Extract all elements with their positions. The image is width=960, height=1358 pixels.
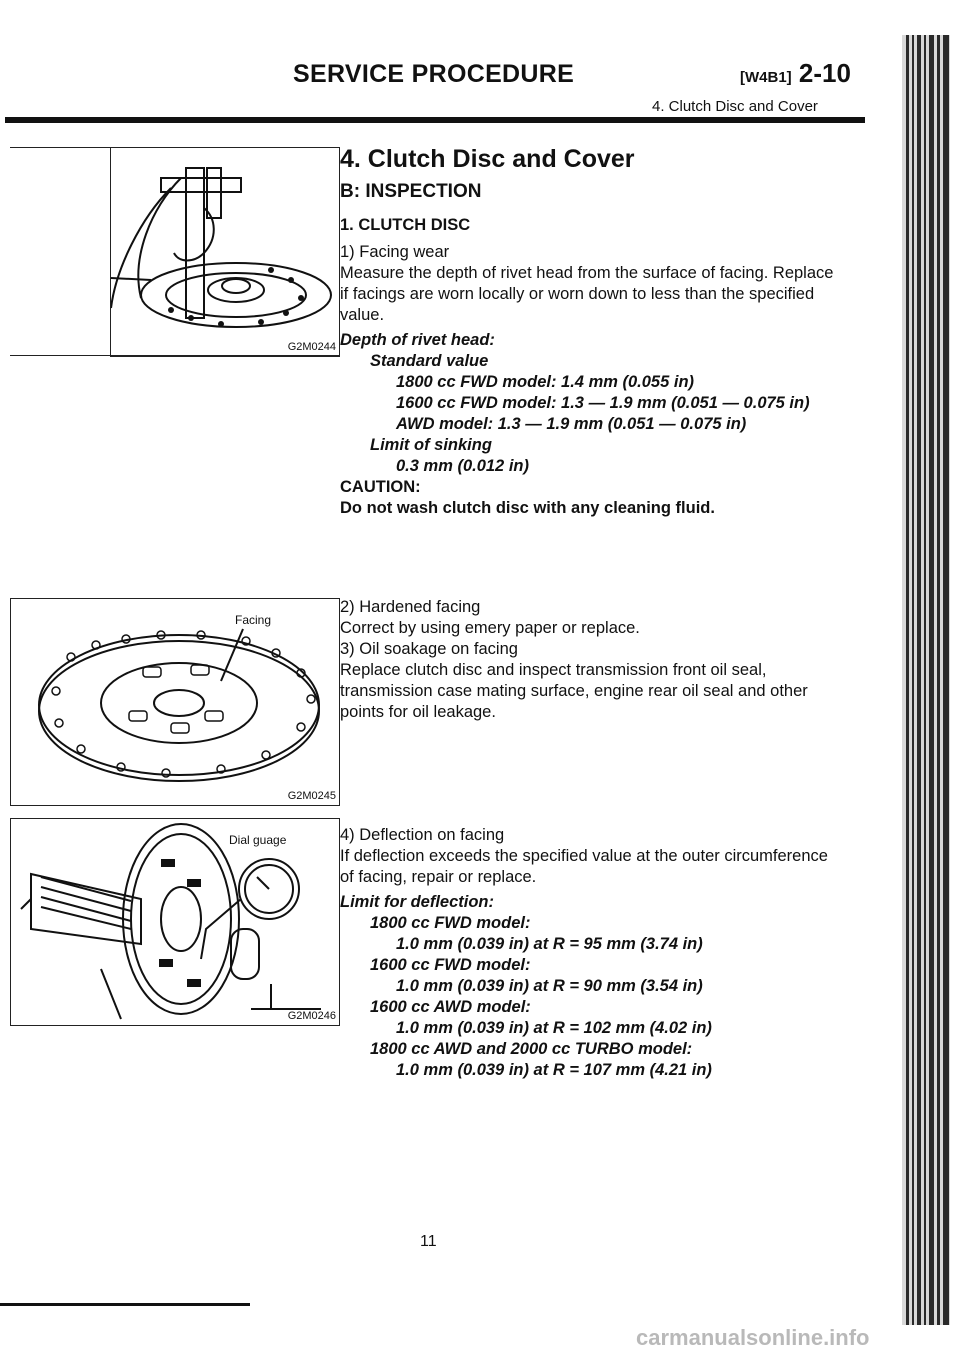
clutch-disc-illustration bbox=[11, 599, 339, 805]
caution-title: CAUTION: bbox=[340, 478, 421, 496]
deflection-title: 4) Deflection on facing bbox=[340, 826, 505, 844]
header-rule bbox=[5, 117, 865, 123]
deflection-model: 1600 cc AWD model: bbox=[370, 998, 531, 1016]
deflection-value: 1.0 mm (0.039 in) at R = 107 mm (4.21 in) bbox=[396, 1061, 712, 1079]
figure-facing bbox=[10, 598, 340, 806]
scan-edge-artifact bbox=[902, 35, 950, 1325]
limit-sinking-value: 0.3 mm (0.012 in) bbox=[396, 457, 529, 475]
deflection-model: 1800 cc AWD and 2000 cc TURBO model: bbox=[370, 1040, 693, 1058]
facing-label: Facing bbox=[235, 613, 272, 627]
figure-caliper bbox=[110, 147, 340, 357]
footer-line bbox=[0, 1303, 250, 1306]
hardened-body: Correct by using emery paper or replace. bbox=[340, 619, 640, 637]
standard-value-1800fwd: 1800 cc FWD model: 1.4 mm (0.055 in) bbox=[396, 373, 695, 391]
deflection-block bbox=[340, 825, 845, 1081]
dial-gauge-label: Dial guage bbox=[229, 833, 287, 847]
standard-value-label: Standard value bbox=[370, 352, 489, 370]
caution-text: Do not wash clutch disc with any cleaning fluid. bbox=[340, 499, 715, 517]
page-reference bbox=[740, 58, 851, 89]
clutch-disc-heading: 1. CLUTCH DISC bbox=[340, 216, 471, 234]
limit-sinking-label: Limit of sinking bbox=[370, 436, 492, 454]
page-header-title: SERVICE PROCEDURE bbox=[293, 60, 575, 88]
oil-title: 3) Oil soakage on facing bbox=[340, 640, 518, 658]
deflection-value: 1.0 mm (0.039 in) at R = 90 mm (3.54 in) bbox=[396, 977, 703, 995]
hardened-title: 2) Hardened facing bbox=[340, 598, 481, 616]
facing-wear-title: 1) Facing wear bbox=[340, 243, 450, 261]
page-header-subtitle: 4. Clutch Disc and Cover bbox=[652, 98, 818, 115]
figure-caption: G2M0245 bbox=[287, 790, 336, 802]
deflection-model: 1600 cc FWD model: bbox=[370, 956, 531, 974]
oil-body: Replace clutch disc and inspect transmission front oil seal, transmission case mating surface, engine rear oil seal and other points for oil leakage. bbox=[340, 661, 808, 721]
section-title: 4. Clutch Disc and Cover bbox=[340, 145, 635, 173]
deflection-value: 1.0 mm (0.039 in) at R = 102 mm (4.02 in) bbox=[396, 1019, 712, 1037]
dial-gauge-illustration bbox=[11, 819, 339, 1025]
deflection-body: If deflection exceeds the specified value at the outer circumference of facing, repair or replace. bbox=[340, 847, 828, 886]
page-ref-number: 2-10 bbox=[798, 58, 851, 88]
standard-value-awd: AWD model: 1.3 — 1.9 mm (0.051 — 0.075 in) bbox=[396, 415, 747, 433]
standard-value-1600fwd: 1600 cc FWD model: 1.3 — 1.9 mm (0.051 — 0.075 in) bbox=[396, 394, 810, 412]
hardened-oil-block bbox=[340, 597, 845, 723]
deflection-model: 1800 cc FWD model: bbox=[370, 914, 531, 932]
figure-2-bottom-line bbox=[10, 805, 340, 806]
figure-3-bottom-line bbox=[10, 1025, 340, 1026]
section-subtitle: B: INSPECTION bbox=[340, 181, 482, 202]
figure-1-bottom-line bbox=[10, 355, 340, 356]
deflection-limit-title: Limit for deflection: bbox=[340, 893, 494, 911]
section-code: [W4B1] bbox=[740, 69, 792, 86]
figure-caption: G2M0244 bbox=[287, 341, 336, 353]
figure-dial-gauge bbox=[10, 818, 340, 1026]
page-number: 11 bbox=[420, 1233, 437, 1250]
rivet-depth-title: Depth of rivet head: bbox=[340, 331, 495, 349]
caliper-illustration bbox=[111, 148, 339, 356]
deflection-value: 1.0 mm (0.039 in) at R = 95 mm (3.74 in) bbox=[396, 935, 703, 953]
figure-caption: G2M0246 bbox=[287, 1010, 336, 1022]
facing-wear-body: Measure the depth of rivet head from the surface of facing. Replace if facings are worn locally or worn down to less than the specified value. bbox=[340, 264, 834, 324]
watermark: carmanualsonline.info bbox=[636, 1325, 870, 1350]
facing-wear-block bbox=[340, 242, 845, 519]
